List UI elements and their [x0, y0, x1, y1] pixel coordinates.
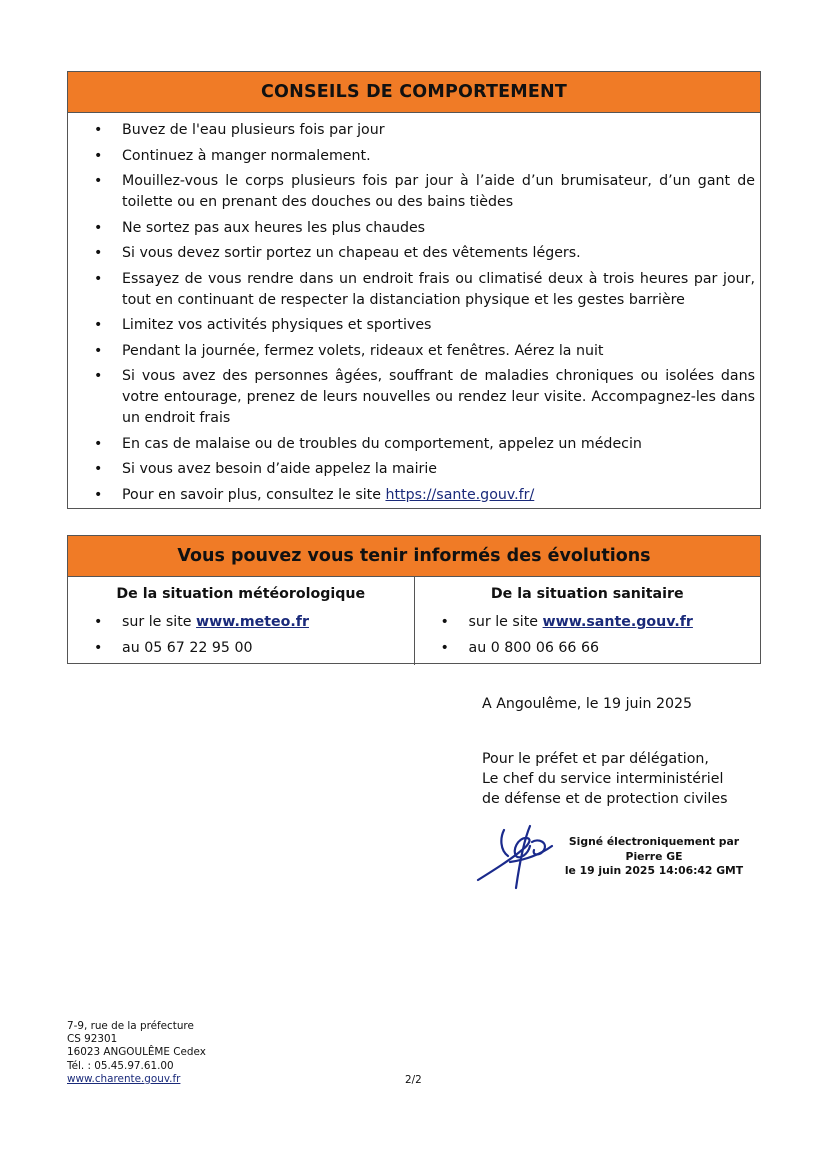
footer-line: CS 92301 — [67, 1033, 118, 1046]
advice-item: • Continuez à manger normalement. — [68, 146, 755, 167]
delegation-line: Le chef du service interministériel — [482, 771, 724, 787]
advice-item: • Essayez de vous rendre dans un endroit frais ou climatisé deux à trois heures par jour, tout en continuant de respecter la distanciation physique et les gestes barrière — [68, 269, 755, 311]
advice-item: • Si vous avez besoin d’aide appelez la mairie — [68, 459, 755, 480]
page-number: 2/2 — [405, 1074, 422, 1086]
more-info-text: Pour en savoir plus, consultez le site — [122, 486, 386, 503]
weather-phone: • au 05 67 22 95 00 — [68, 638, 414, 659]
behavior-advice-box — [67, 71, 761, 509]
health-site-prefix: sur le site — [468, 614, 543, 630]
advice-item: • En cas de malaise ou de troubles du comportement, appelez un médecin — [68, 434, 755, 455]
health-column — [414, 577, 761, 665]
stamp-line: Pierre GE — [625, 849, 683, 863]
info-title: Vous pouvez vous tenir informés des évolutions — [68, 536, 760, 577]
footer-line: Tél. : 05.45.97.61.00 — [67, 1059, 174, 1072]
meteo-link[interactable]: www.meteo.fr — [196, 614, 309, 630]
advice-list — [68, 113, 760, 506]
health-phone: • au 0 800 06 66 66 — [415, 638, 761, 659]
health-site-item — [415, 612, 761, 633]
advice-item: • Limitez vos activités physiques et sportives — [68, 315, 755, 336]
place-date: A Angoulême, le 19 juin 2025 — [482, 696, 693, 712]
delegation-block — [482, 749, 728, 809]
advice-item-more-info — [68, 485, 755, 506]
advice-title: CONSEILS DE COMPORTEMENT — [68, 72, 760, 113]
footer-address — [67, 1020, 206, 1086]
health-heading: De la situation sanitaire — [490, 586, 684, 602]
footer-line: 7-9, rue de la préfecture — [67, 1020, 194, 1032]
weather-heading: De la situation météorologique — [116, 586, 366, 602]
delegation-line: de défense et de protection civiles — [482, 791, 728, 807]
sante-gouv-link[interactable]: https://sante.gouv.fr/ — [385, 486, 535, 503]
advice-item: • Ne sortez pas aux heures les plus chaudes — [68, 218, 755, 239]
handwritten-signature — [474, 820, 558, 894]
info-sources-box — [67, 535, 761, 664]
stamp-line: le 19 juin 2025 14:06:42 GMT — [564, 864, 744, 877]
charente-website-link[interactable]: www.charente.gouv.fr — [67, 1072, 181, 1085]
electronic-signature-stamp — [562, 835, 746, 879]
weather-site-item — [68, 612, 414, 633]
advice-item: • Buvez de l'eau plusieurs fois par jour — [68, 120, 755, 141]
advice-item: • Si vous devez sortir portez un chapeau et des vêtements légers. — [68, 243, 755, 264]
advice-item: • Si vous avez des personnes âgées, souffrant de maladies chroniques ou isolées dans votre entourage, prenez de leurs nouvelles ou rendez leur visite. Accompagnez-les dans un endroit frais — [68, 366, 755, 429]
advice-item: • Mouillez-vous le corps plusieurs fois par jour à l’aide d’un brumisateur, d’un gant de toilette ou en prenant des douches ou des bains tièdes — [68, 171, 755, 213]
delegation-line: Pour le préfet et par délégation, — [482, 751, 709, 767]
advice-item: • Pendant la journée, fermez volets, rideaux et fenêtres. Aérez la nuit — [68, 341, 755, 362]
sante-link[interactable]: www.sante.gouv.fr — [542, 614, 693, 630]
stamp-line: Signé électroniquement par — [568, 835, 740, 848]
footer-line: 16023 ANGOULÊME Cedex — [67, 1046, 206, 1059]
weather-column — [68, 577, 414, 665]
weather-site-prefix: sur le site — [122, 614, 197, 630]
